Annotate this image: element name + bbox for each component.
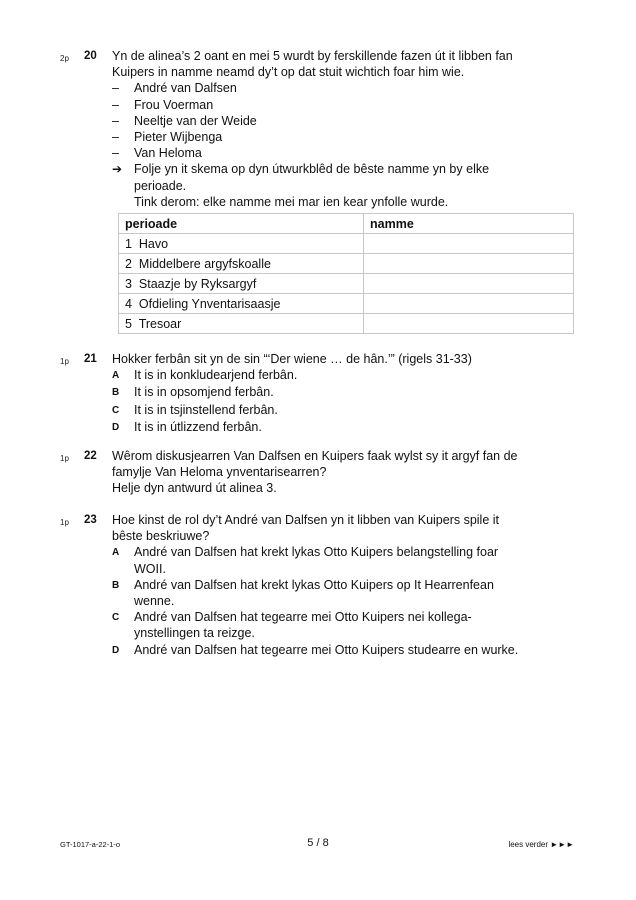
tip-text: Tink derom: elke namme mei mar ien kear ynfolle wurde. <box>134 194 449 209</box>
question-text: Hokker ferbân sit yn de sin “‘Der wiene … de hân.’” (rigels 31-33) <box>112 352 472 366</box>
answer-option: B André van Dalfsen hat krekt lykas Otto Kuipers op It Hearrenfean wenne. <box>112 577 494 609</box>
table-header: perioade <box>119 214 364 234</box>
table-row: 3 Staazje by Ryksargyf <box>119 274 574 294</box>
question-text: bêste beskriuwe? <box>112 529 210 544</box>
table-header: namme <box>364 214 574 234</box>
name-item: – Neeltje van der Weide <box>112 113 257 128</box>
dash-marker: – <box>112 130 119 145</box>
page-number: 5 / 8 <box>307 837 329 849</box>
name-item: – Frou Voerman <box>112 97 214 112</box>
next-page-link: lees verder ►►► <box>508 840 574 849</box>
dash-marker: – <box>112 146 119 161</box>
question-text: Yn de alinea’s 2 oant en mei 5 wurdt by ferskillende fazen út it libben fan <box>112 49 513 63</box>
question-text: Kuipers in namme neamd dy’t op dat stuit wichtich foar him wie. <box>112 65 465 80</box>
exam-code: GT-1017-a-22-1-o <box>60 840 121 849</box>
question-text: famylje Van Heloma ynventarisearren? <box>112 465 327 480</box>
question-number: 22 <box>84 450 97 462</box>
answer-option: D André van Dalfsen hat tegearre mei Otto Kuipers studearre en wurke. <box>112 642 519 657</box>
question-text: Hoe kinst de rol dy’t André van Dalfsen yn it libben van Kuipers spile it <box>112 513 500 527</box>
dash-marker: – <box>112 113 119 128</box>
table-header-row <box>119 214 574 234</box>
question-number: 23 <box>84 514 97 526</box>
name-item: – André van Dalfsen <box>112 81 237 96</box>
dash-marker: – <box>112 97 119 112</box>
answer-option: D It is in útlizzend ferbân. <box>112 419 262 434</box>
question-text: Wêrom diskusjearren Van Dalfsen en Kuipers faak wylst sy it argyf fan de <box>112 449 518 463</box>
question-points: 1p <box>60 357 69 366</box>
table-row: 1 Havo <box>119 234 574 254</box>
question-number: 20 <box>84 50 97 62</box>
question-points: 2p <box>60 54 69 63</box>
question-number: 21 <box>84 353 97 365</box>
name-item: – Pieter Wijbenga <box>112 130 223 145</box>
dash-marker: – <box>112 81 119 96</box>
answer-cell <box>364 254 574 274</box>
arrow-icon: ➔ <box>112 162 123 177</box>
table-row: 2 Middelbere argyfskoalle <box>119 254 574 274</box>
table-row: 5 Tresoar <box>119 314 574 334</box>
answer-option: B It is in opsomjend ferbân. <box>112 385 274 400</box>
answer-option: A It is in konkludearjend ferbân. <box>112 368 298 383</box>
answer-cell <box>364 314 574 334</box>
instruction: ➔ Folje yn it skema op dyn útwurkblêd de bêste namme yn by elke perioade. Tink derom: elke namme mei mar ien kear ynfolle wurde. <box>112 162 490 209</box>
answer-cell <box>364 234 574 254</box>
answer-cell <box>364 294 574 314</box>
answer-option: C André van Dalfsen hat tegearre mei Otto Kuipers nei kollega- ynstellingen ta reizge. <box>112 610 472 641</box>
question-points: 1p <box>60 454 69 463</box>
question-points: 1p <box>60 518 69 527</box>
period-table <box>118 213 574 334</box>
table-row: 4 Ofdieling Ynventarisaasje <box>119 294 574 314</box>
question-text: Helje dyn antwurd út alinea 3. <box>112 481 277 496</box>
name-item: – Van Heloma <box>112 146 202 161</box>
answer-option: C It is in tsjinstellend ferbân. <box>112 402 278 417</box>
answer-option: A André van Dalfsen hat krekt lykas Otto Kuipers belangstelling foar WOII. <box>112 545 499 576</box>
answer-cell <box>364 274 574 294</box>
question-body <box>112 48 582 210</box>
